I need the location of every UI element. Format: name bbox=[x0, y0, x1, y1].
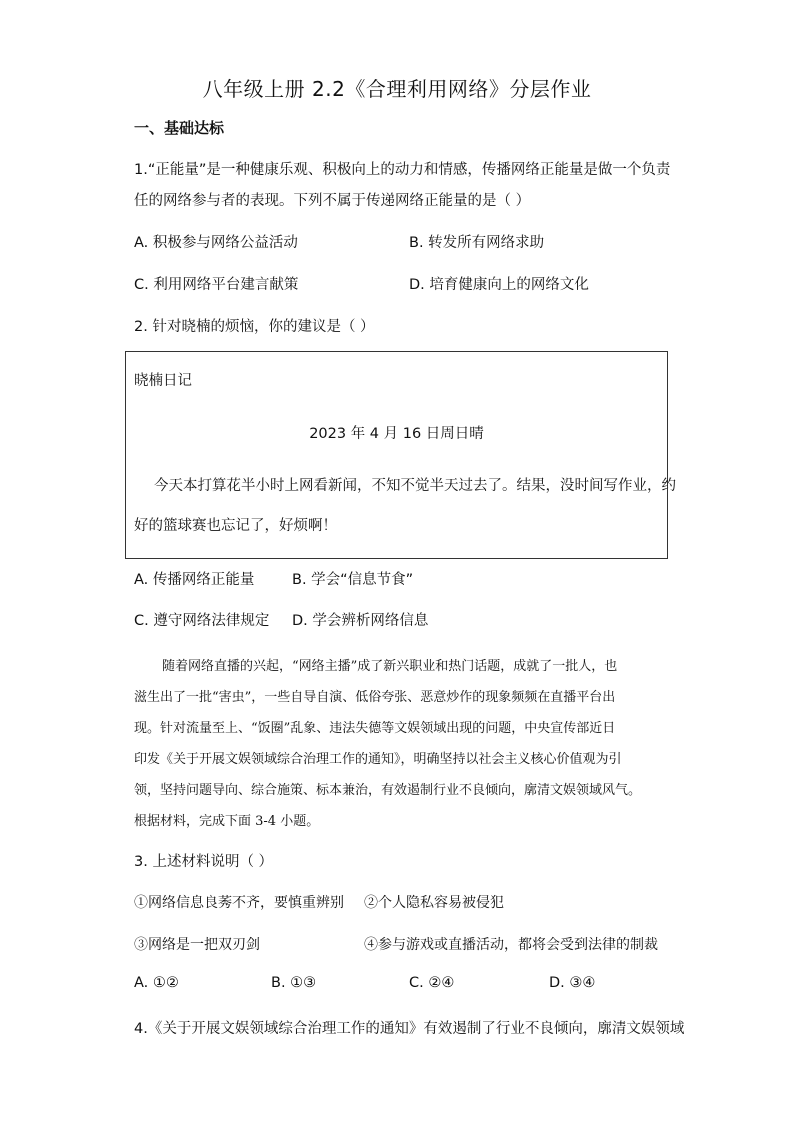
material-line5: 领，坚持问题导向、综合施策、标本兼治，有效遏制行业不良倾向，廓清文娱领域风气。 bbox=[134, 783, 642, 798]
diary-text-line1: 今天本打算花半小时上网看新闻，不知不觉半天过去了。结果，没时间写作业，约 bbox=[154, 478, 676, 494]
q2-option-b: B. 学会“信息节食” bbox=[292, 572, 414, 588]
material-line2: 滋生出了一批“害虫”，一些自导自演、低俗夸张、恶意炒作的现象频频在直播平台出 bbox=[134, 690, 616, 705]
diary-title: 晓楠日记 bbox=[134, 373, 192, 389]
page-title: 八年级上册 2.2《合理利用网络》分层作业 bbox=[202, 77, 592, 101]
diary-date: 2023 年 4 月 16 日周日晴 bbox=[309, 426, 484, 442]
q3-item-4: ④参与游戏或直播活动，都将会受到法律的制裁 bbox=[364, 937, 658, 953]
q3-stem: 3. 上述材料说明（ ） bbox=[134, 854, 274, 870]
q2-option-c: C. 遵守网络法律规定 bbox=[134, 613, 270, 629]
q1-stem-line2: 任的网络参与者的表现。下列不属于传递网络正能量的是（ ） bbox=[134, 193, 531, 209]
q4-stem-line1: 4.《关于开展文娱领域综合治理工作的通知》有效遏制了行业不良倾向，廓清文娱领域 bbox=[134, 1021, 685, 1037]
q1-option-a: A. 积极参与网络公益活动 bbox=[134, 235, 298, 251]
q1-option-b: B. 转发所有网络求助 bbox=[409, 235, 545, 251]
q3-option-b: B. ①③ bbox=[271, 975, 317, 991]
q2-option-d: D. 学会辨析网络信息 bbox=[292, 613, 429, 629]
q3-item-2: ②个人隐私容易被侵犯 bbox=[364, 895, 504, 911]
material-line4: 印发《关于开展文娱领域综合治理工作的通知》，明确坚持以社会主义核心价值观为引 bbox=[134, 752, 622, 767]
q3-item-1: ①网络信息良莠不齐，要慎重辨别 bbox=[134, 895, 344, 911]
q2-stem: 2. 针对晓楠的烦恼，你的建议是（ ） bbox=[134, 319, 375, 335]
section-heading-basic: 一、基础达标 bbox=[134, 119, 225, 137]
q3-item-3: ③网络是一把双刃剑 bbox=[134, 937, 260, 953]
material-line1: 随着网络直播的兴起，“网络主播”成了新兴职业和热门话题，成就了一批人，也 bbox=[162, 659, 618, 674]
material-line6: 根据材料，完成下面 3-4 小题。 bbox=[134, 814, 320, 829]
q3-option-a: A. ①② bbox=[134, 975, 179, 991]
q1-stem-line1: 1.“正能量”是一种健康乐观、积极向上的动力和情感，传播网络正能量是做一个负责 bbox=[134, 162, 671, 178]
diary-text-line2: 好的篮球赛也忘记了，好烦啊！ bbox=[134, 518, 337, 534]
material-line3: 现。针对流量至上、“饭圈”乱象、违法失德等文娱领域出现的问题，中央宣传部近日 bbox=[134, 721, 616, 736]
q1-option-c: C. 利用网络平台建言献策 bbox=[134, 277, 299, 293]
q1-option-d: D. 培育健康向上的网络文化 bbox=[409, 277, 589, 293]
q3-option-c: C. ②④ bbox=[409, 975, 455, 991]
q2-option-a: A. 传播网络正能量 bbox=[134, 572, 255, 588]
q3-option-d: D. ③④ bbox=[549, 975, 596, 991]
